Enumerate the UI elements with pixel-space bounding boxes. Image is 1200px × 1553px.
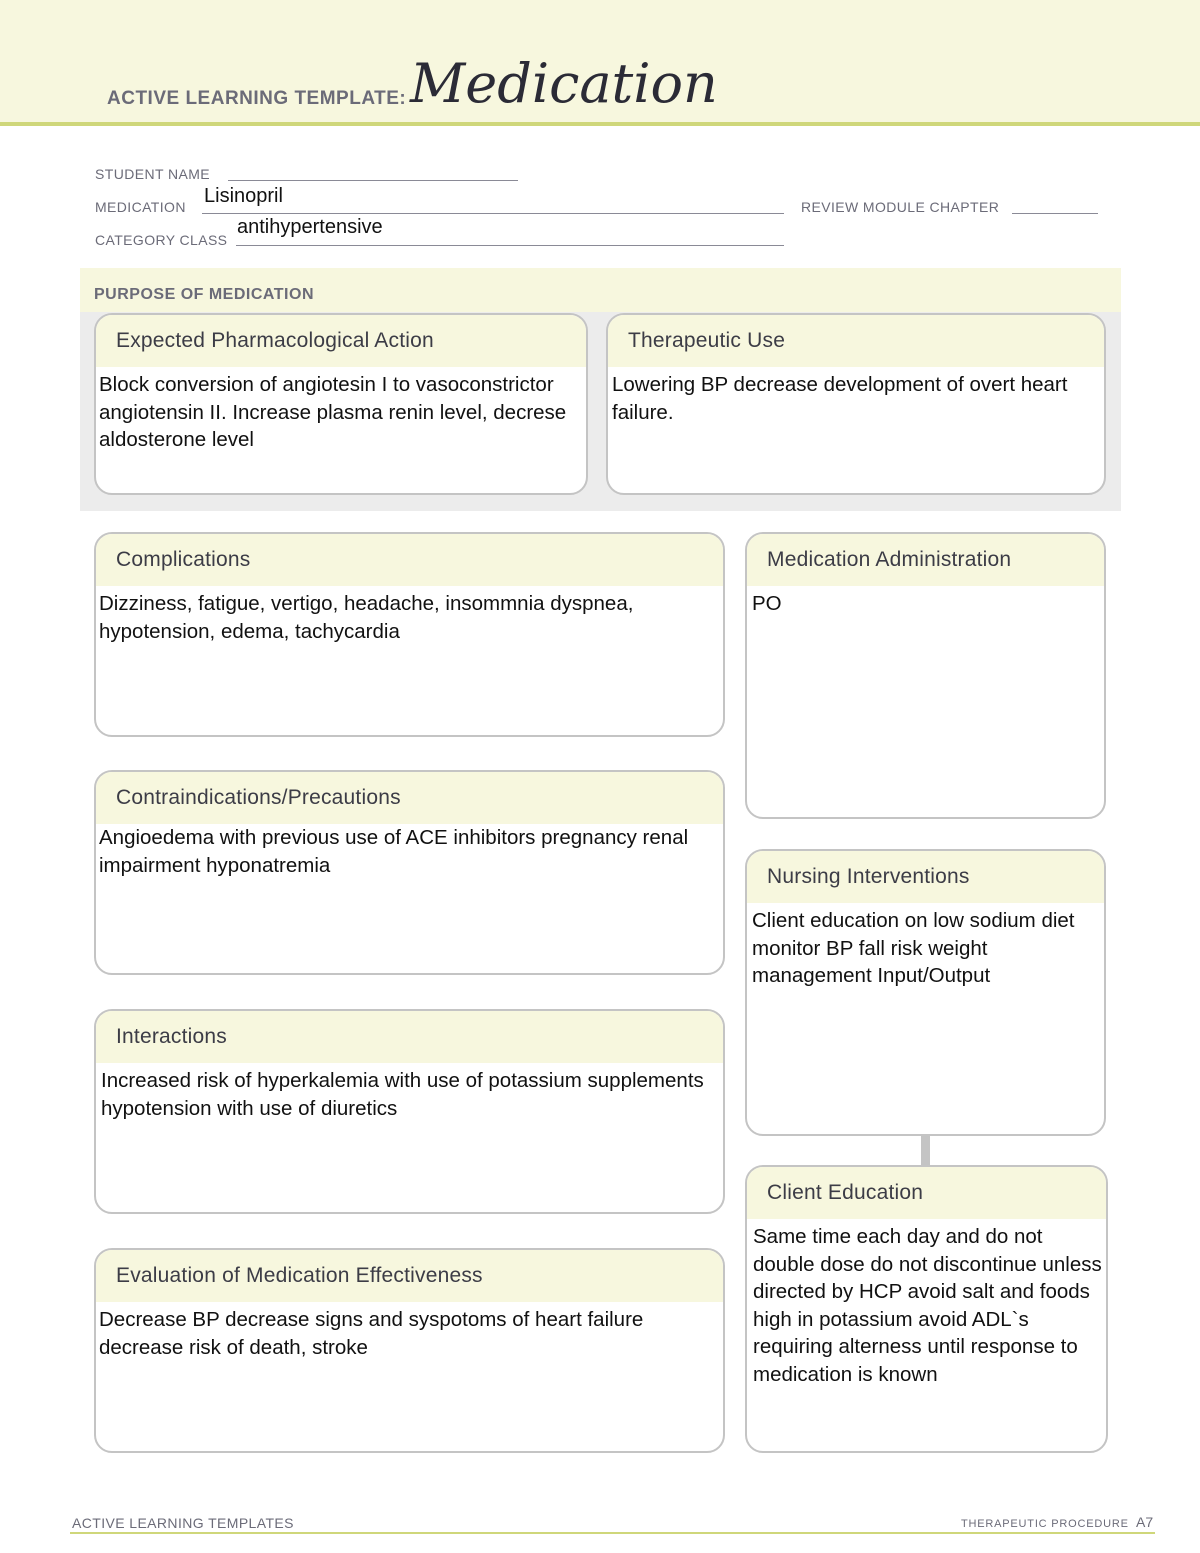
interactions-title: Interactions (96, 1011, 723, 1063)
expected-action-text[interactable]: Block conversion of angiotesin I to vasoconstrictor angiotensin II. Increase plasma renin level, decrese aldosterone level (99, 373, 567, 451)
medication-administration-card (745, 532, 1106, 819)
complications-text[interactable]: Dizziness, fatigue, vertigo, headache, insommnia dyspnea, hypotension, edema, tachycardia (99, 592, 634, 643)
category-class-line[interactable] (236, 245, 784, 246)
footer-left-label: ACTIVE LEARNING TEMPLATES (72, 1515, 294, 1531)
client-education-title: Client Education (747, 1167, 1106, 1219)
category-class-label: CATEGORY CLASS (95, 232, 228, 248)
expected-action-card (94, 313, 588, 495)
nursing-interventions-text[interactable]: Client education on low sodium diet monitor BP fall risk weight management Input/Output (752, 909, 1075, 987)
interventions-education-connector (921, 1135, 930, 1165)
contraindications-card (94, 770, 725, 975)
category-class-value[interactable]: antihypertensive (237, 216, 383, 238)
medication-administration-title: Medication Administration (747, 534, 1104, 586)
student-name-line[interactable] (228, 180, 518, 181)
template-title: Medication (410, 52, 718, 115)
nursing-interventions-title: Nursing Interventions (747, 851, 1104, 903)
medication-label: MEDICATION (95, 199, 186, 215)
contraindications-title: Contraindications/Precautions (96, 772, 723, 824)
footer-rule (70, 1532, 1155, 1534)
student-name-label: STUDENT NAME (95, 166, 210, 182)
template-label: ACTIVE LEARNING TEMPLATE: (107, 88, 407, 109)
nursing-interventions-card (745, 849, 1106, 1136)
review-module-label: REVIEW MODULE CHAPTER (801, 199, 1000, 215)
medication-value[interactable]: Lisinopril (204, 185, 283, 207)
complications-title: Complications (96, 534, 723, 586)
header-rule (0, 122, 1200, 126)
footer-right-label: THERAPEUTIC PROCEDURE (961, 1518, 1129, 1530)
medication-line[interactable] (202, 213, 784, 214)
complications-card (94, 532, 725, 737)
interactions-card (94, 1009, 725, 1214)
purpose-title: PURPOSE OF MEDICATION (94, 286, 314, 303)
evaluation-card (94, 1248, 725, 1453)
client-education-card (745, 1165, 1108, 1453)
therapeutic-use-text[interactable]: Lowering BP decrease development of overt heart failure. (612, 373, 1068, 424)
contraindications-text[interactable]: Angioedema with previous use of ACE inhibitors pregnancy renal impairment hyponatremia (99, 826, 689, 877)
interactions-text[interactable]: Increased risk of hyperkalemia with use of potassium supplements hypotension with use of diuretics (101, 1069, 704, 1120)
evaluation-text[interactable]: Decrease BP decrease signs and syspotoms of heart failure decrease risk of death, stroke (99, 1308, 644, 1359)
client-education-text[interactable]: Same time each day and do not double dose do not discontinue unless directed by HCP avoid salt and foods high in potassium avoid ADL`s requiring alterness until response to medication is known (753, 1225, 1102, 1386)
evaluation-title: Evaluation of Medication Effectiveness (96, 1250, 723, 1302)
medication-administration-text[interactable]: PO (752, 592, 782, 615)
footer-page-number: A7 (1136, 1514, 1154, 1530)
expected-action-title: Expected Pharmacological Action (96, 315, 586, 367)
review-module-line[interactable] (1012, 213, 1098, 214)
therapeutic-use-card (606, 313, 1106, 495)
therapeutic-use-title: Therapeutic Use (608, 315, 1104, 367)
